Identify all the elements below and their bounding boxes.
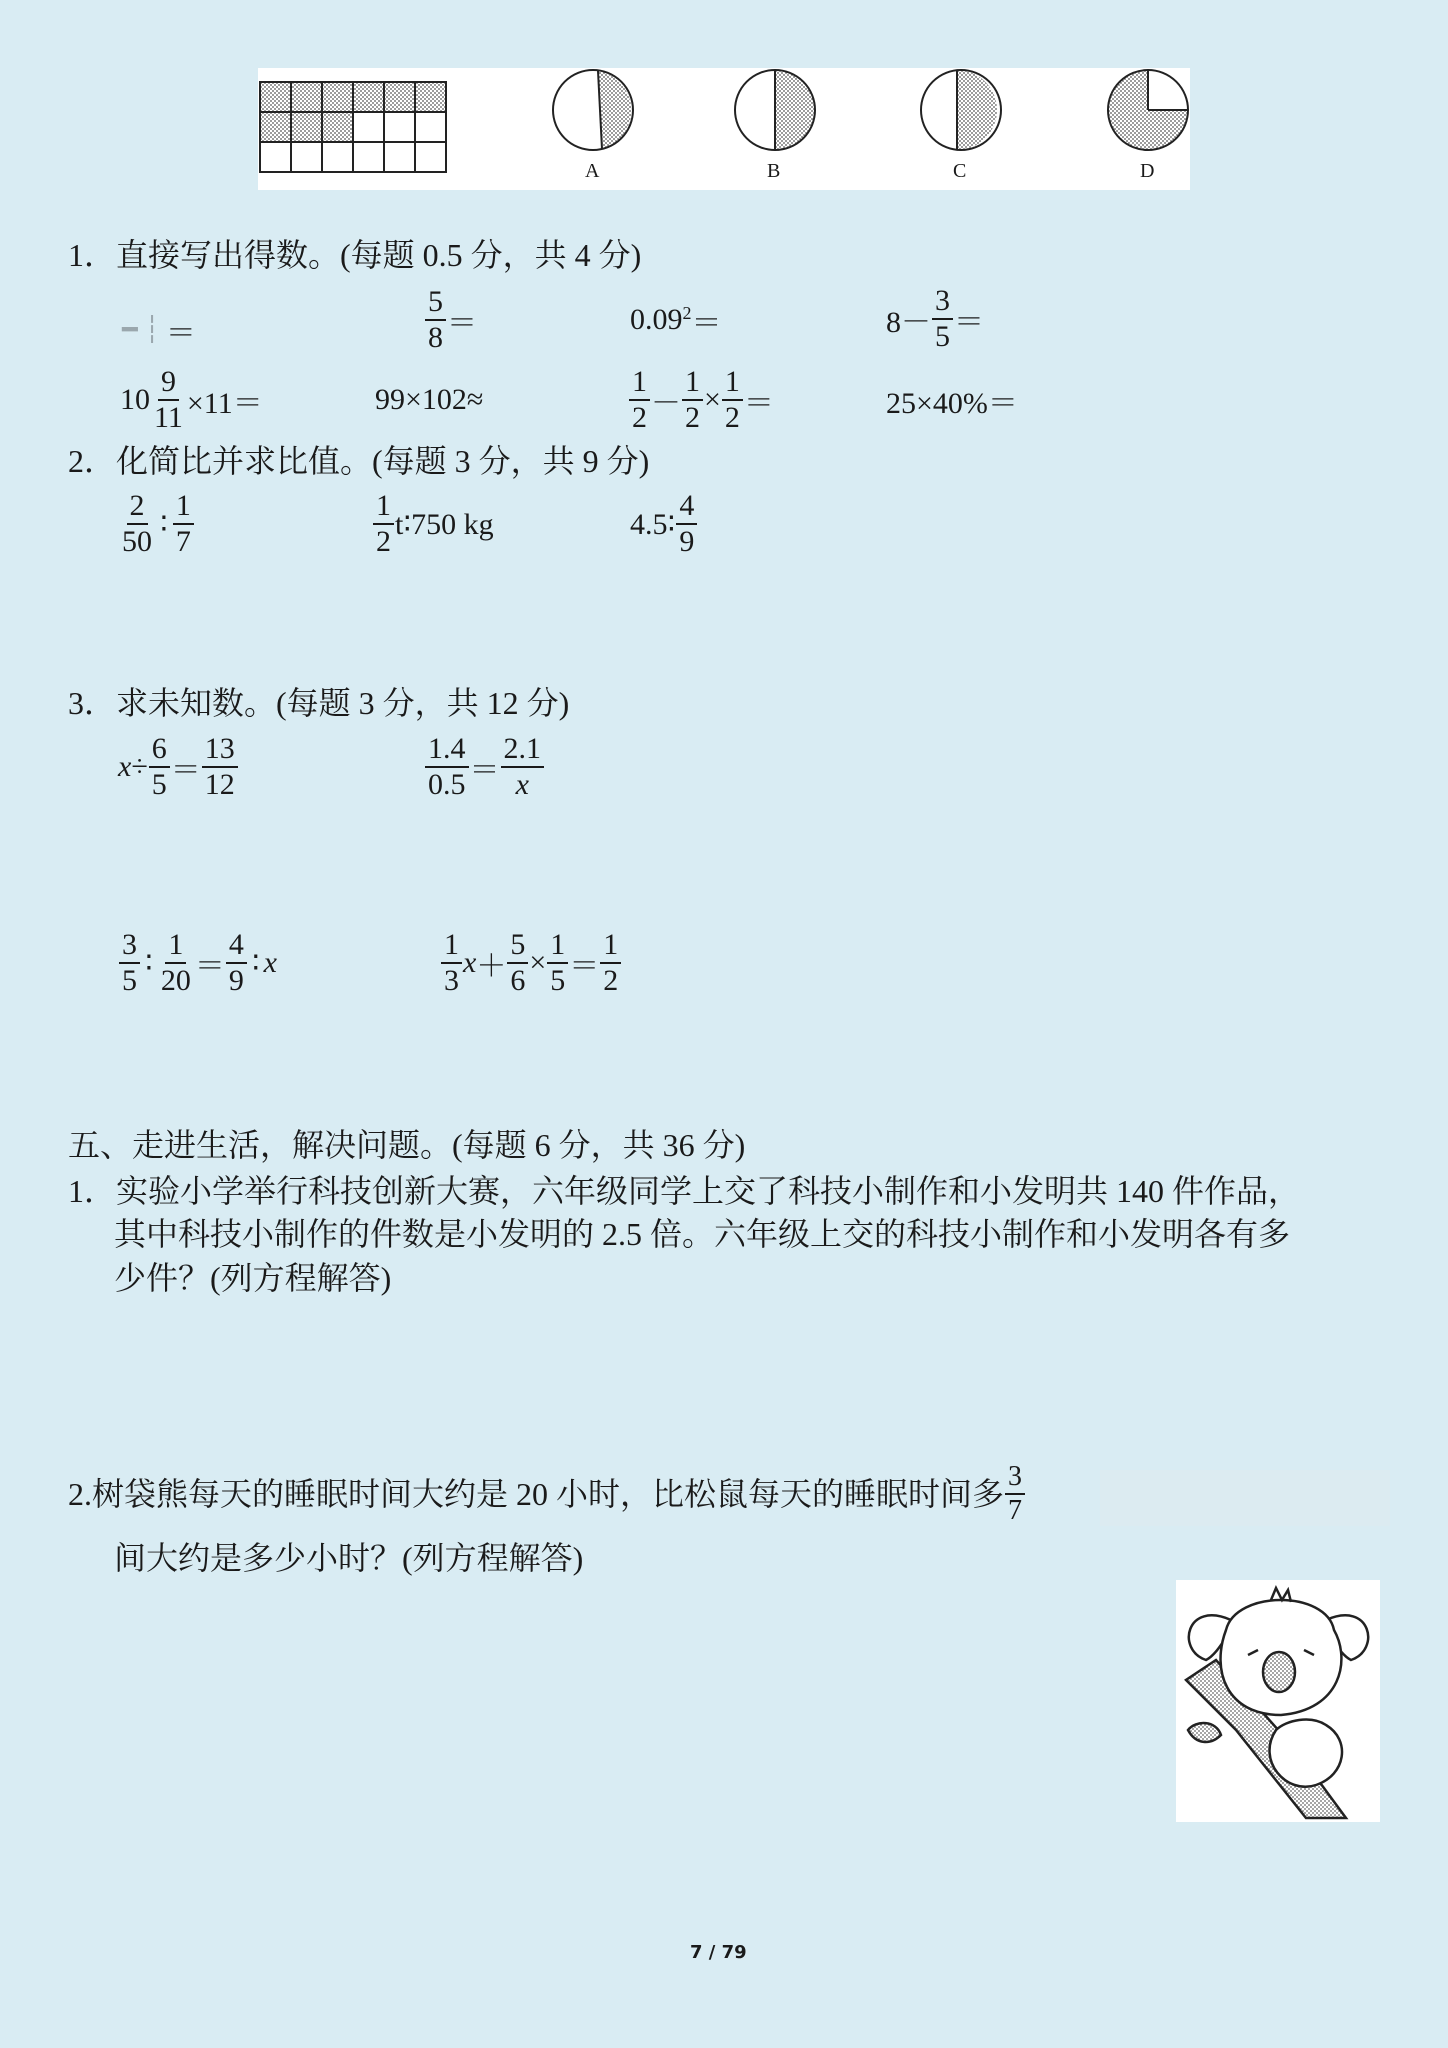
faded-region [1100,1470,1390,1526]
q2-c: 4.5∶ $\frac{4}{9}$ [630,488,698,560]
q1-r2c4: 25×40%＝ [886,387,1018,420]
koala-illustration [1176,1580,1380,1822]
q3-heading: 3．求未知数。(每题 3 分，共 12 分) [68,685,570,721]
q1-r1c3: 0.09 $^2$ ＝ [630,302,722,340]
p1-line3: 少件？(列方程解答) [114,1260,392,1296]
q1-r2c1: 10 $\frac{9}{11}$ ×11＝ [120,365,263,434]
q3-b: $\frac{1.4}{0.5}$ ＝ $\frac{2.1}{x}$ [424,731,545,803]
option-label-b: B [767,160,781,182]
p1-line1: 1．实验小学举行科技创新大赛，六年级同学上交了科技小制作和小发明共 140 件作品， [68,1173,1301,1209]
circle-b [735,70,815,150]
circle-a [553,70,633,150]
q1-heading: 1．直接写出得数。(每题 0.5 分，共 4 分) [68,237,642,273]
koala-icon [1176,1580,1380,1822]
p1-line2: 其中科技小制作的件数是小发明的 2.5 倍。六年级上交的科技小制作和小发明各有多 [114,1216,1291,1252]
p2-line1-row [68,1458,1026,1530]
q1-r2c3: $\frac{1}{2}$ － $\frac{1}{2}$ × $\frac{1}{2}$ ＝ [628,364,774,436]
page-number: 7 / 79 [690,1942,747,1963]
q1-r1c1-illegible: ━ ┆ [122,315,160,344]
q1-r2c2: 99×102≈ [375,383,484,416]
option-label-d: D [1140,160,1155,182]
figure-strip [258,68,1190,190]
q2-a: $\frac{2}{50}$ ∶ $\frac{1}{7}$ [118,488,195,560]
circle-d [1108,70,1188,150]
option-label-a: A [585,160,600,182]
p2-line1: 2.树袋熊每天的睡眠时间大约是 20 小时，比松鼠每天的睡眠时间多 [68,1476,1005,1512]
p2-fraction: $\frac{3}{7}$ [1005,1463,1025,1525]
circle-c [921,70,1001,150]
q3-d: $\frac{1}{3}$ x ＋ $\frac{5}{6}$ × $\frac{1}{5}$ ＝ $\frac{1}{2}$ [440,927,622,999]
section-five-heading: 五、走进生活，解决问题。(每题 6 分，共 36 分) [68,1127,746,1163]
q1-r1c1: ━ ┆ ＝ [122,315,196,350]
q2-heading: 2．化简比并求比值。(每题 3 分，共 9 分) [68,443,650,479]
q1-r1c4: 8－ $\frac{3}{5}$ ＝ [886,284,984,353]
option-label-c: C [953,160,967,182]
shaded-grid [258,68,1190,190]
q3-c: $\frac{3}{5}$ ∶ $\frac{1}{20}$ ＝ $\frac{4}{9}$ ∶ x [118,927,277,999]
p2-line2: 间大约是多少小时？(列方程解答) [114,1540,584,1576]
q1-r1c2: $\frac{5}{8}$ ＝ [424,285,477,355]
q2-b: $\frac{1}{2}$ t∶750 kg [372,488,494,560]
q3-a: x ÷ $\frac{6}{5}$ ＝ $\frac{13}{12}$ [118,731,239,803]
